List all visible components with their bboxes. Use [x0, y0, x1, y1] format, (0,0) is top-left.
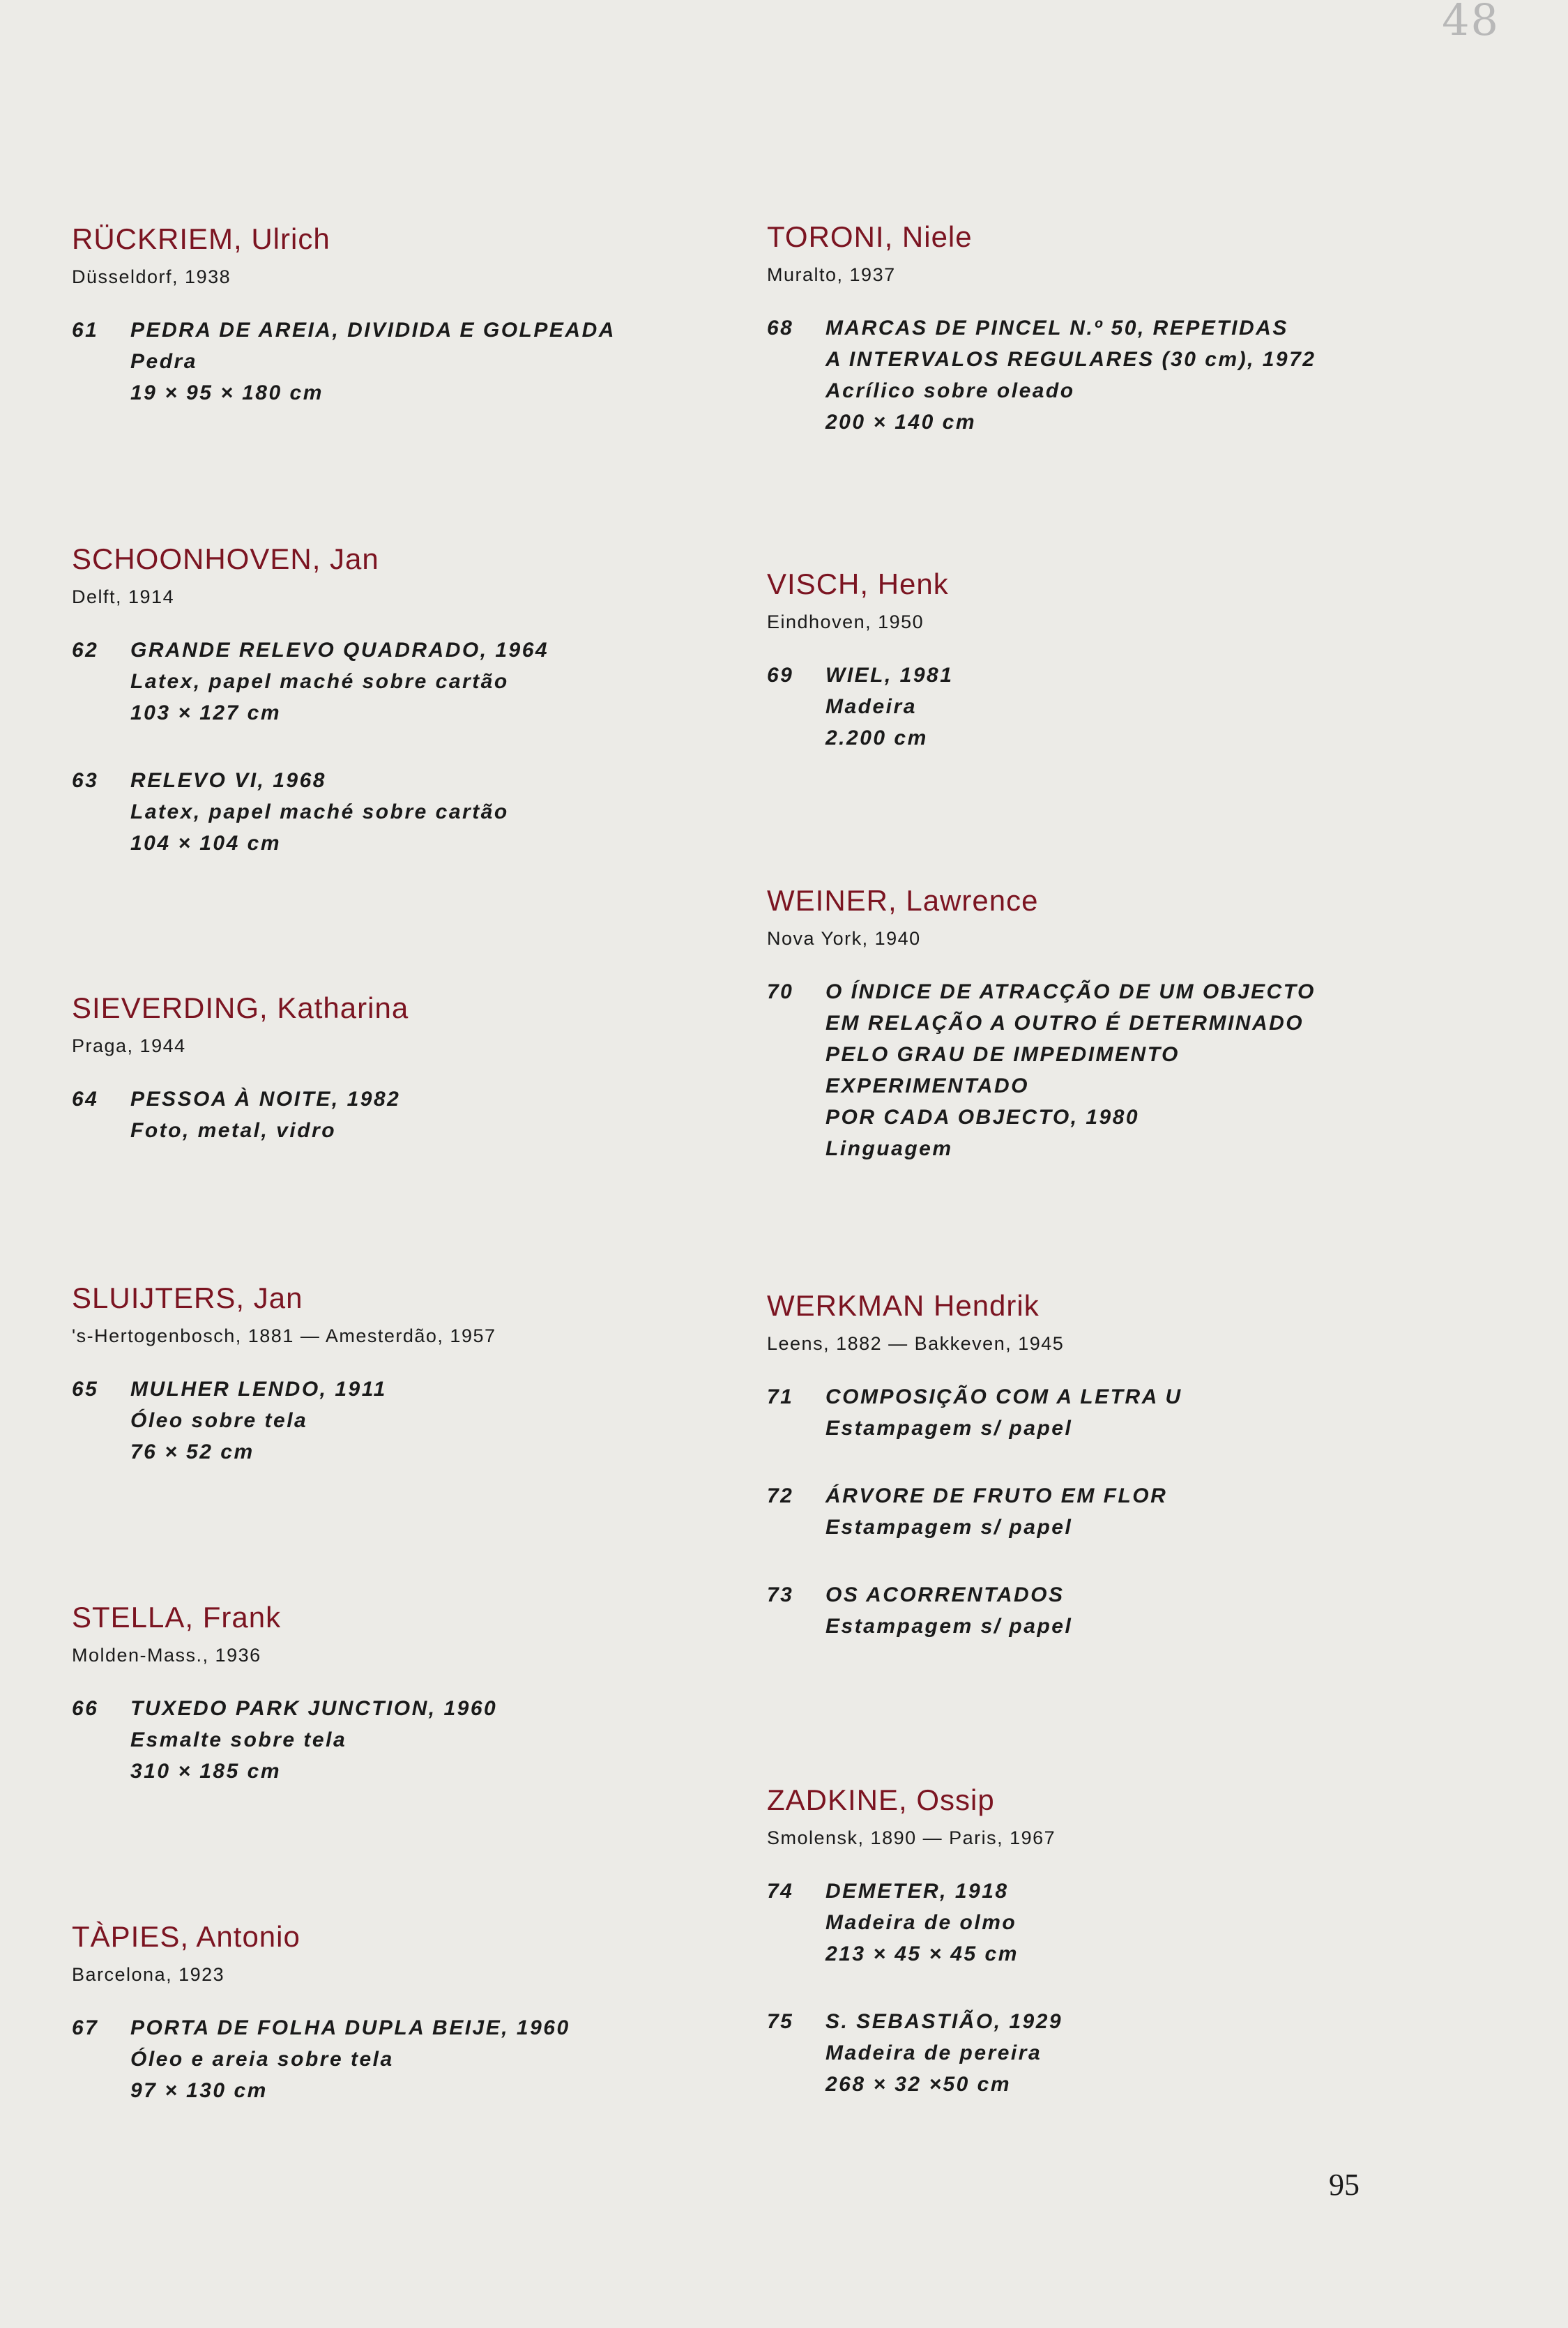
artist-entry-visch: [767, 570, 1499, 754]
work-title: COMPOSIÇÃO COM A LETRA U: [825, 1385, 1182, 1408]
artist-name: ZADKINE, Ossip: [767, 1783, 995, 1816]
artist-bio: Nova York, 1940: [767, 928, 921, 949]
work-detail: 76 × 52 cm: [130, 1440, 254, 1463]
work-title: GRANDE RELEVO QUADRADO, 1964: [130, 639, 549, 662]
catalog-work: [72, 2012, 804, 2106]
work-number: 62: [72, 639, 99, 662]
catalog-work: [767, 1579, 1499, 1642]
catalog-work: [767, 1381, 1499, 1444]
work-title: ÁRVORE DE FRUTO EM FLOR: [825, 1484, 1168, 1507]
work-title: TUXEDO PARK JUNCTION, 1960: [130, 1697, 498, 1720]
artist-name: SLUIJTERS, Jan: [72, 1281, 303, 1314]
artist-name: RÜCKRIEM, Ulrich: [72, 222, 330, 255]
work-number: 63: [72, 769, 99, 792]
work-number: 74: [767, 1880, 794, 1903]
corner-handwritten-note: 48: [1442, 0, 1500, 45]
artist-bio: Eindhoven, 1950: [767, 611, 924, 632]
work-number: 65: [72, 1378, 99, 1401]
work-number: 75: [767, 2010, 794, 2033]
works-list: [767, 660, 1499, 754]
works-list: [72, 634, 804, 859]
works-list: [72, 1374, 804, 1468]
catalog-work: [767, 2006, 1499, 2100]
works-list: [72, 1693, 804, 1787]
artist-entry-stella: [72, 1603, 804, 1787]
work-detail: A INTERVALOS REGULARES (30 cm), 1972: [825, 348, 1316, 371]
catalog-work: [72, 634, 804, 729]
artist-entry-schoonhoven: [72, 542, 804, 859]
work-detail: Foto, metal, vidro: [130, 1119, 337, 1142]
work-number: 72: [767, 1484, 794, 1507]
work-detail: 200 × 140 cm: [825, 411, 976, 434]
artist-entry-zadkine: [767, 1783, 1499, 2100]
work-title: S. SEBASTIÃO, 1929: [825, 2010, 1063, 2033]
page-number: 95: [1329, 2168, 1360, 2202]
work-title: PEDRA DE AREIA, DIVIDIDA E GOLPEADA: [130, 319, 616, 342]
artist-bio: Leens, 1882 — Bakkeven, 1945: [767, 1333, 1065, 1354]
work-number: 73: [767, 1583, 794, 1606]
artist-name: WEINER, Lawrence: [767, 884, 1039, 917]
work-detail: PELO GRAU DE IMPEDIMENTO: [825, 1043, 1180, 1066]
work-detail: Pedra: [130, 350, 197, 373]
works-list: [72, 2012, 804, 2106]
artist-bio: Smolensk, 1890 — Paris, 1967: [767, 1827, 1056, 1848]
work-number: 61: [72, 319, 99, 342]
work-title: O ÍNDICE DE ATRACÇÃO DE UM OBJECTO: [825, 980, 1316, 1003]
catalog-work: [767, 1876, 1499, 1970]
work-detail: Estampagem s/ papel: [825, 1417, 1073, 1440]
work-detail: POR CADA OBJECTO, 1980: [825, 1106, 1140, 1129]
artist-entry-ruckriem: [72, 222, 804, 409]
work-detail: Madeira de olmo: [825, 1911, 1017, 1934]
catalog-work: [72, 1374, 804, 1468]
works-list: [72, 1083, 804, 1146]
work-detail: 19 × 95 × 180 cm: [130, 381, 324, 404]
work-detail: Latex, papel maché sobre cartão: [130, 800, 509, 823]
work-title: RELEVO VI, 1968: [130, 769, 326, 792]
catalog-work: [72, 765, 804, 859]
artist-bio: Praga, 1944: [72, 1035, 186, 1056]
work-title: PORTA DE FOLHA DUPLA BEIJE, 1960: [130, 2016, 570, 2039]
work-number: 66: [72, 1697, 99, 1720]
artist-bio: Barcelona, 1923: [72, 1964, 225, 1985]
work-detail: Estampagem s/ papel: [825, 1516, 1073, 1539]
catalog-work: [72, 1083, 804, 1146]
work-number: 64: [72, 1088, 99, 1111]
artist-name: SCHOONHOVEN, Jan: [72, 542, 379, 575]
work-detail: Óleo sobre tela: [130, 1409, 308, 1432]
work-detail: Madeira de pereira: [825, 2041, 1042, 2064]
work-title: MARCAS DE PINCEL N.º 50, REPETIDAS: [825, 317, 1288, 340]
artist-name: VISCH, Henk: [767, 568, 949, 600]
catalog-work: [72, 314, 804, 409]
work-detail: Acrílico sobre oleado: [825, 379, 1075, 402]
artist-name: TÀPIES, Antonio: [72, 1920, 300, 1953]
work-number: 71: [767, 1385, 794, 1408]
work-detail: 103 × 127 cm: [130, 701, 281, 724]
work-detail: Latex, papel maché sobre cartão: [130, 670, 509, 693]
work-number: 68: [767, 317, 794, 340]
work-detail: Óleo e areia sobre tela: [130, 2048, 394, 2071]
artist-entry-weiner: [767, 886, 1499, 1164]
work-detail: EXPERIMENTADO: [825, 1074, 1029, 1097]
works-list: [767, 1876, 1499, 2100]
work-title: MULHER LENDO, 1911: [130, 1378, 387, 1401]
work-number: 67: [72, 2016, 99, 2039]
catalog-work: [767, 312, 1499, 438]
artist-name: STELLA, Frank: [72, 1601, 282, 1634]
work-title: PESSOA À NOITE, 1982: [130, 1088, 401, 1111]
work-number: 69: [767, 664, 794, 687]
artist-bio: Muralto, 1937: [767, 264, 896, 285]
work-detail: Estampagem s/ papel: [825, 1615, 1073, 1638]
artist-bio: Molden-Mass., 1936: [72, 1645, 261, 1666]
work-detail: 268 × 32 ×50 cm: [825, 2073, 1012, 2096]
catalog-work: [767, 660, 1499, 754]
works-list: [767, 976, 1499, 1164]
artist-bio: 's-Hertogenbosch, 1881 — Amesterdão, 1957: [72, 1325, 496, 1346]
artist-name: WERKMAN Hendrik: [767, 1289, 1040, 1322]
work-detail: EM RELAÇÃO A OUTRO É DETERMINADO: [825, 1012, 1304, 1035]
work-title: WIEL, 1981: [825, 664, 954, 687]
work-detail: Linguagem: [825, 1137, 953, 1160]
work-title: OS ACORRENTADOS: [825, 1583, 1065, 1606]
catalog-work: [72, 1693, 804, 1787]
artist-name: SIEVERDING, Katharina: [72, 991, 409, 1024]
artist-entry-sluijters: [72, 1281, 804, 1468]
works-list: [72, 314, 804, 409]
work-detail: 310 × 185 cm: [130, 1760, 281, 1783]
artist-entry-tapies: [72, 1922, 804, 2106]
work-detail: Esmalte sobre tela: [130, 1728, 347, 1751]
work-detail: Madeira: [825, 695, 917, 718]
work-number: 70: [767, 980, 794, 1003]
work-detail: 97 × 130 cm: [130, 2079, 268, 2102]
catalog-work: [767, 1480, 1499, 1543]
artist-entry-toroni: [767, 222, 1499, 438]
catalog-work: [767, 976, 1499, 1164]
artist-bio: Delft, 1914: [72, 586, 175, 607]
work-detail: 104 × 104 cm: [130, 832, 281, 855]
artist-bio: Düsseldorf, 1938: [72, 266, 231, 287]
work-detail: 213 × 45 × 45 cm: [825, 1942, 1019, 1965]
artist-name: TORONI, Niele: [767, 220, 973, 253]
works-list: [767, 312, 1499, 438]
work-detail: 2.200 cm: [825, 726, 928, 750]
work-title: DEMETER, 1918: [825, 1880, 1009, 1903]
artist-entry-werkman: [767, 1291, 1499, 1642]
works-list: [767, 1381, 1499, 1642]
